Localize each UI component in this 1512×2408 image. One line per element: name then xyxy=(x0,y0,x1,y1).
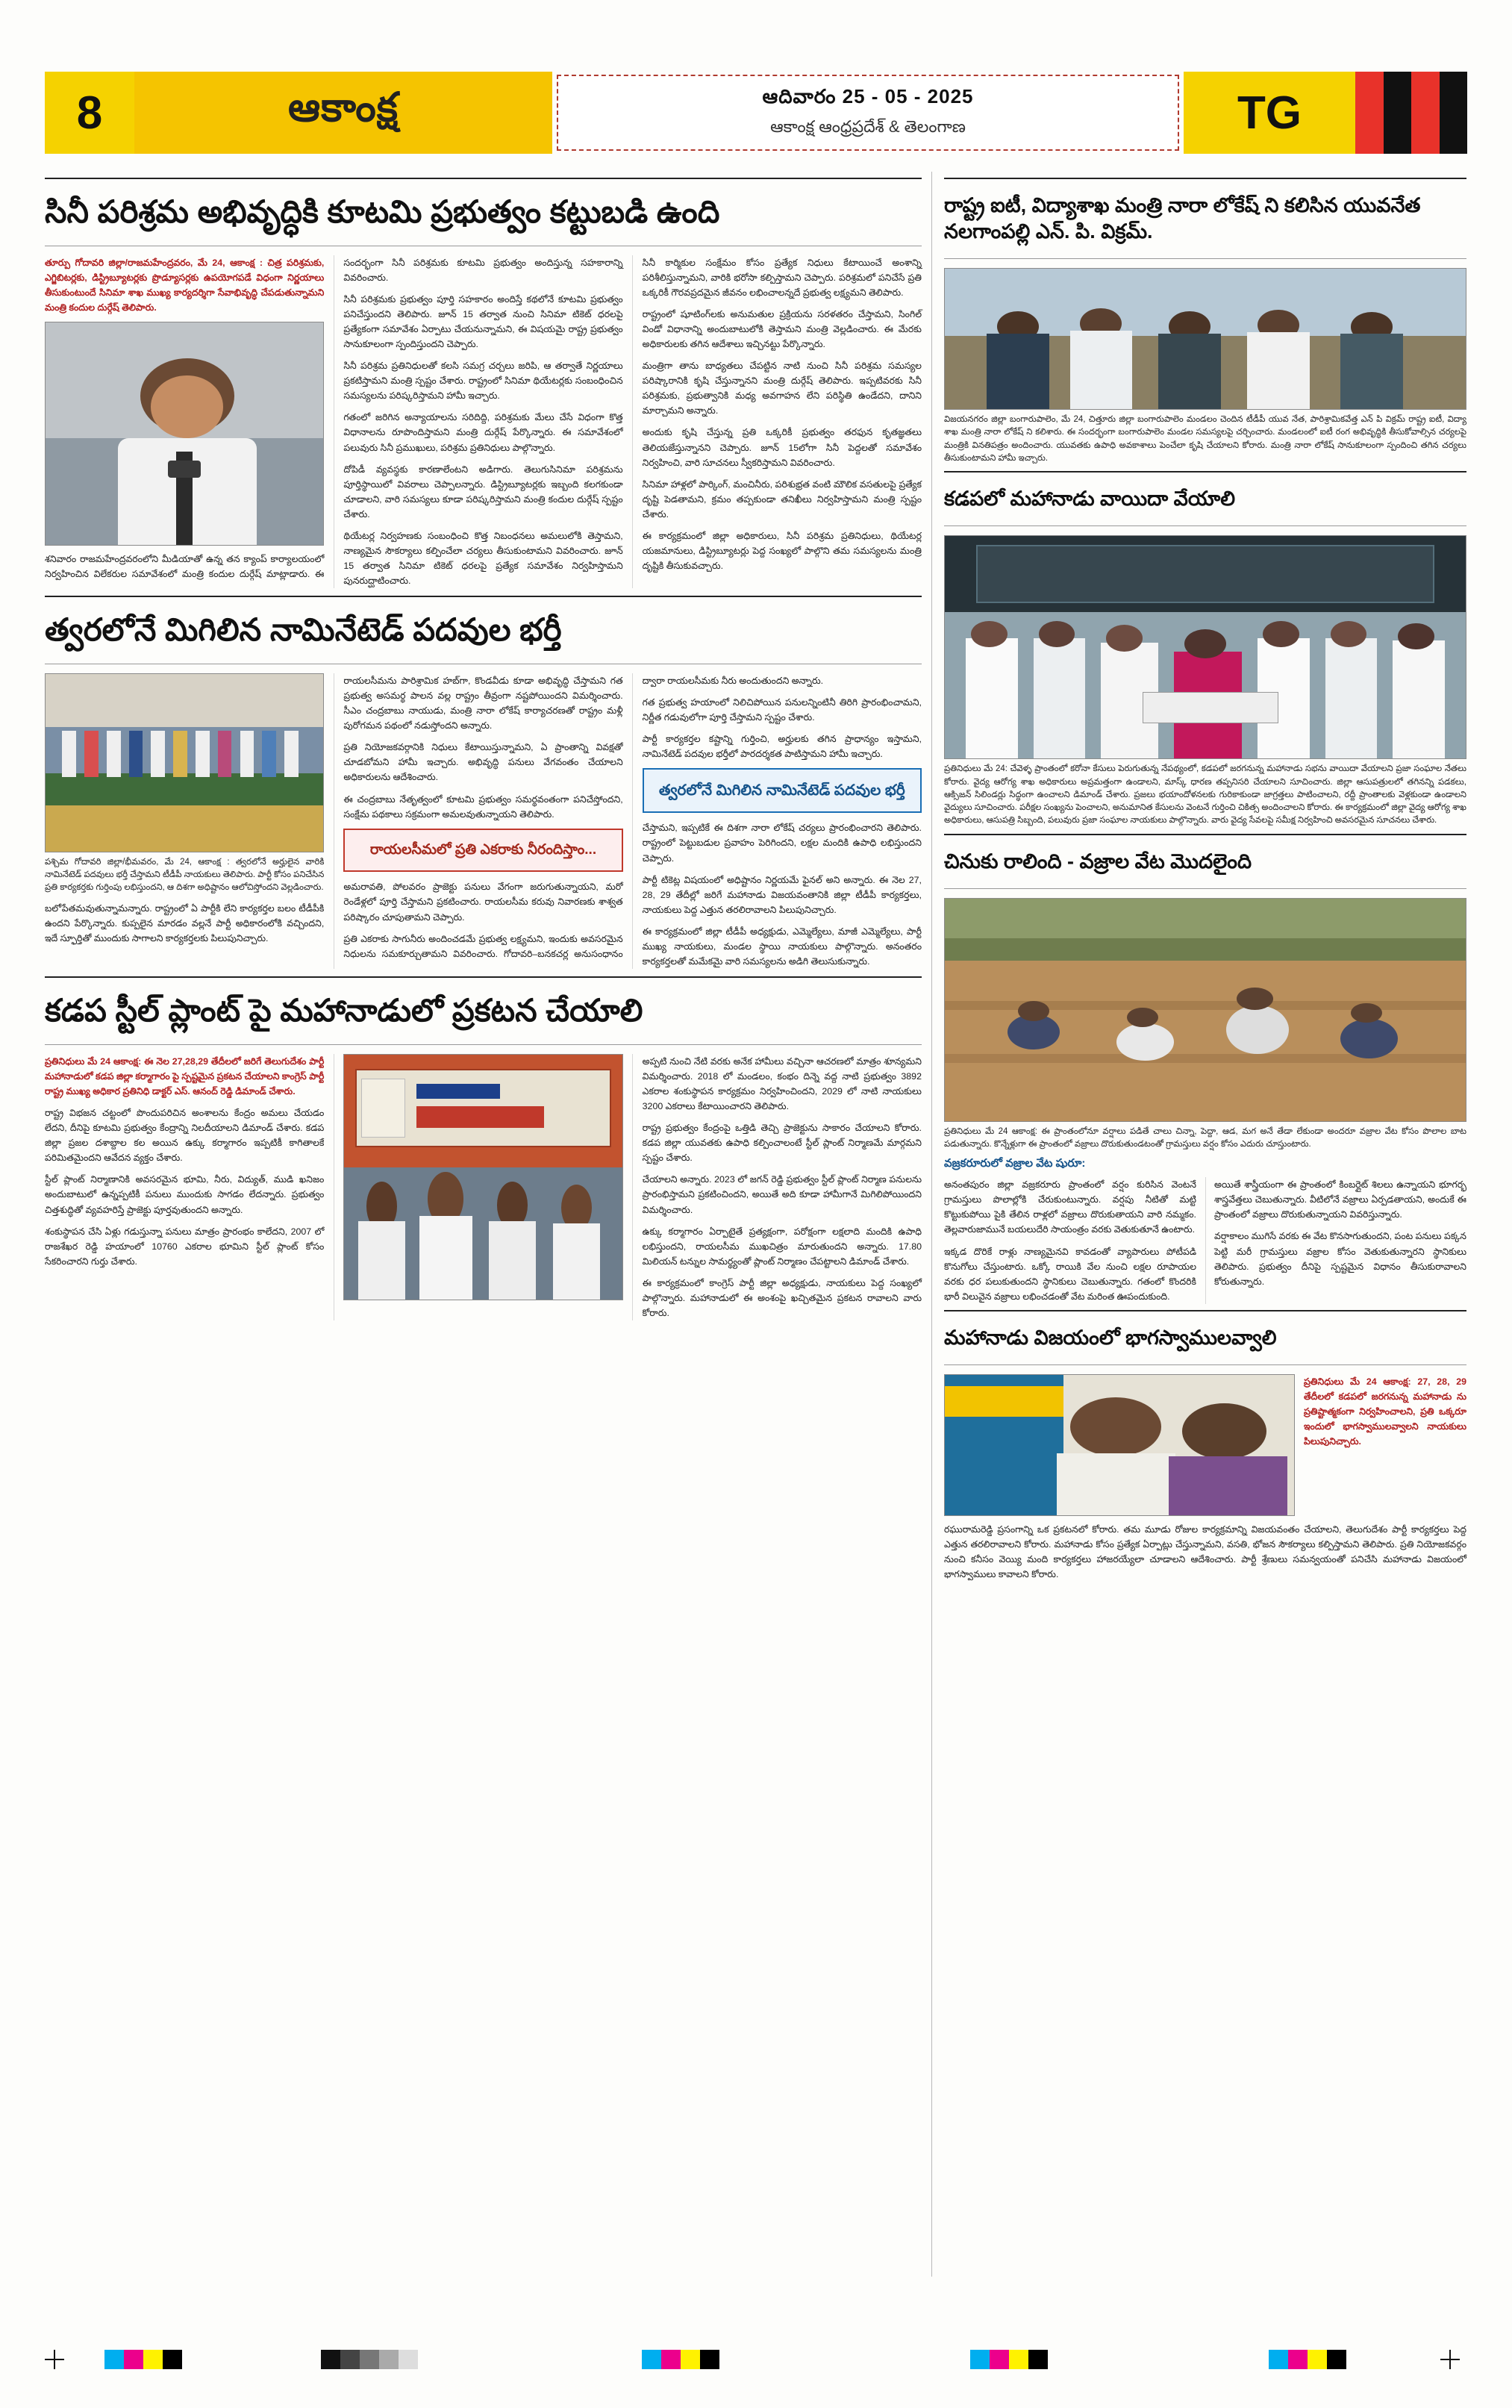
article-para: చేస్తామని, ఇప్పటికే ఈ దిశగా నారా లోకేష్ చర్యలు ప్రారంభించారని తెలిపారు. రాష్ట్రంలో పెట్టుబడుల ప్రవాహం పెరిగిందని, లక్షల మందికి ఉపాధి లభిస్తుందని చెప్పారు. xyxy=(642,823,922,864)
photo-group-outdoor xyxy=(944,268,1466,410)
article-para: సినిమా హాళ్లలో పార్కింగ్, మంచినీరు, పరిశుభ్రత వంటి మౌలిక వసతులపై ప్రత్యేక దృష్టి పెడతామని, క్రమం తప్పకుండా తనిఖీలు నిర్వహిస్తామని మంత్రి స్పష్టం చేశారు. xyxy=(642,478,922,520)
cmyk-swatches-4 xyxy=(1269,2350,1346,2369)
article-headline: చినుకు రాలింది - వజ్రాల వేట మొదలైంది xyxy=(944,849,1252,873)
article-headline: కడపలో మహానాడు వాయిదా వేయాలి xyxy=(944,487,1236,511)
article-para: ఈ చంద్రబాబు నేతృత్వంలో కూటమి ప్రభుత్వం సమర్థవంతంగా పనిచేస్తోందని, సంక్షేమ పథకాలు సక్రమంగా అమలవుతున్నాయని తెలిపారు. xyxy=(343,793,623,820)
article-para: వర్షాకాలం ముగిసే వరకు ఈ వేట కొనసాగుతుందని, పంట పనులు పక్కన పెట్టి మరీ గ్రామస్తులు వజ్రాల కోసం వెతుకుతున్నారని స్థానికులు తెలిపారు. ప్రభుత్వం దీనిపై స్పష్టమైన విధానం తీసుకురావాలని కోరుతున్నారు. xyxy=(1214,1231,1466,1287)
article-photo-figure xyxy=(45,322,324,546)
article-para: రాయలసీమను పారిశ్రామిక హబ్‌గా, కొండవీడు కూడా అభివృద్ధి చేస్తామని గత ప్రభుత్వ అసమర్థ పాలన వల్ల రాష్ట్రం తీవ్రంగా నష్టపోయిందని విమర్శించారు. సీఎం చంద్రబాబు నాయుడు, మంత్రి నారా లోకేష్ కార్యాచరణతో రాష్ట్రం మళ్లీ పురోగమన పథంలో నడుస్తోందని అన్నారు. xyxy=(343,675,623,732)
article-para: ఉక్కు కర్మాగారం ఏర్పాటైతే ప్రత్యక్షంగా, పరోక్షంగా లక్షలాది మందికి ఉపాధి లభిస్తుందని, రాయలసీమ ముఖచిత్రం మారుతుందని అన్నారు. 17.80 మిలియన్ టన్నుల సామర్థ్యంతో ప్లాంట్ నిర్మాణం చేపట్టాలని డిమాండ్ చేశారు. xyxy=(642,1226,922,1267)
pullquote-box-2: త్వరలోనే మిగిలిన నామినేటెడ్ పదవుల భర్తీ xyxy=(643,768,922,813)
article-headline: కడప స్టీల్ ప్లాంట్ పై మహానాడులో ప్రకటన చేయాలి xyxy=(45,993,643,1029)
article-para: పార్టీ టికెట్ల విషయంలో అధిష్టానం నిర్ణయమే ఫైనల్ అని అన్నారు. ఈ నెల 27, 28, 29 తేదీల్లో జరిగే మహానాడు విజయవంతానికి జిల్లా టీడీపీ కార్యకర్తలు, నాయకులు పెద్ద ఎత్తున తరలిరావాలని పిలుపునిచ్చారు. xyxy=(642,874,922,915)
article-para: సినీ పరిశ్రమ ప్రతినిధులతో కలసి సమగ్ర చర్చలు జరిపి, ఆ తర్వాతే నిర్ణయాలు ప్రకటిస్తామని మంత్రి స్పష్టం చేశారు. రాష్ట్రంలో సినిమా థియేటర్లకు సంబంధించిన సమస్యలను పరిష్కరిస్తామని హామీ ఇచ్చారు. xyxy=(343,361,623,402)
article-subheading: వజ్రకరూరులో వజ్రాల వేట షురూ: xyxy=(944,1157,1086,1170)
article-para: సినీ పరిశ్రమకు ప్రభుత్వం పూర్తి సహకారం అందిస్తే కథలోనే కూటమి ప్రభుత్వం పనిచేస్తుందని తెలిపారు. జూన్ 15 తర్వాత నుంచి సినిమా టికెట్ ధరలపై ప్రత్యేకంగా సమావేశం ఏర్పాటు చేయనున్నామని, ఈ విషయమై రాష్ట్ర ప్రభుత్వం సానుకూలంగా స్పందిస్తుందని చెప్పారు. xyxy=(343,293,623,349)
article-nominated-posts xyxy=(45,596,922,969)
print-registration-footer xyxy=(0,2344,1512,2389)
article-mahanadu-participation xyxy=(944,1310,1466,1582)
photo-caption: పశ్చిమ గోదావరి జిల్లా/భీమవరం, మే 24, ఆకాంక్ష : త్వరలోనే అర్హులైన వారికి నామినేటెడ్ పదవులు భర్తీ చేస్తామని టీడీపీ నాయకులు తెలిపారు. పార్టీ కోసం పనిచేసిన ప్రతి కార్యకర్తకు గుర్తింపు లభిస్తుందని, ఆ దిశగా అధిష్టానం ఆలోచిస్తోందని వెల్లడించారు. xyxy=(45,857,325,893)
article-kadapa-steel-plant xyxy=(45,976,922,1320)
photo-villagers-searching-field xyxy=(944,898,1466,1122)
article-photo-figure xyxy=(944,898,1466,1152)
dateline: ప్రతినిధులు మే 24 ఆకాంక్ష: ఈ నెల 27,28,29 తేదీలలో జరిగే తెలుగుదేశం పార్టీ మహానాడులో కడప జిల్లా కర్మాగారం పై స్పష్టమైన ప్రకటన చేయాలని కాంగ్రెస్ పార్టీ రాష్ట్ర ముఖ్య అధికార ప్రతినిధి డాక్టర్ ఎస్. ఆనంద్ రెడ్డి డిమాండ్ చేశారు. xyxy=(45,1055,325,1097)
article-para: బలోపేతమవుతున్నామన్నారు. రాష్ట్రంలో ఏ పార్టీకి లేని కార్యకర్తల బలం టీడీపీకి ఉందని పేర్కొన్నారు. కుప్పలైన మారడం వల్లనే పార్టీ అధికారంలోకి వచ్చిందని, ఇదే స్ఫూర్తితో ముందుకు సాగాలని కార్యకర్తలకు పిలుపునిచ్చారు. xyxy=(45,902,325,943)
photo-two-leaders xyxy=(944,1374,1295,1516)
masthead-color-bars xyxy=(1355,72,1467,154)
article-body xyxy=(1304,1374,1466,1456)
article-para: రాష్ట్ర ప్రభుత్వం కేంద్రంపై ఒత్తిడి తెచ్చి ప్రాజెక్టును సాకారం చేయాలని కోరారు. కడప జిల్లా యువతకు ఉపాధి కల్పించాలంటే స్టీల్ ప్లాంట్ నిర్మాణమే మార్గమని స్పష్టం చేశారు. xyxy=(642,1123,922,1164)
article-body xyxy=(944,1177,1466,1304)
article-para: చేయాలని అన్నారు. 2023 లో జగన్ రెడ్డి ప్రభుత్వం స్టీల్ ప్లాంట్ నిర్మాణ పనులను ప్రారంభిస్తామని ప్రకటించిందని, అయితే అది కూడా హామీగానే మిగిలిపోయిందని విమర్శించారు. xyxy=(642,1174,922,1215)
article-photo-figure xyxy=(343,1054,622,1300)
cmyk-swatches-1 xyxy=(104,2350,182,2369)
article-para: థియేటర్ల నిర్వహణకు సంబంధించి కొత్త నిబంధనలు అమలులోకి తెస్తామని, నాణ్యమైన సౌకర్యాలు కల్పించేలా చర్యలు తీసుకుంటామని వివరించారు. జూన్ 15 తర్వాత సినిమా టికెట్ ధరలపై ప్రత్యేక సమావేశం నిర్వహిస్తామని పునరుద్ఘాటించారు. xyxy=(343,531,623,587)
dateline: ప్రతినిధులు మే 24 ఆకాంక్ష: 27, 28, 29 తేదీలలో కడపలో జరగనున్న మహానాడు ను ప్రతిష్టాత్మకంగా నిర్వహించాలని, ప్రతి ఒక్కరూ ఇందులో భాగస్వాములవ్వాలని నాయకులు పిలుపునిచ్చారు. xyxy=(1304,1376,1466,1447)
article-body-continued xyxy=(944,1522,1466,1582)
edition-code: TG xyxy=(1184,72,1355,154)
article-para: దోపిడీ వ్యవస్థకు కారణాలేంటని అడిగారు. తెలుగుసినిమా పరిశ్రమను పూర్తిస్థాయిలో వివరాలు చెప్పాలన్నారు. డిస్ట్రిబ్యూటర్లకు ఇబ్బంది కలగకుండా చూడాలని, వారి సమస్యలు కూడా పరిష్కరిస్తామని మంత్రి కందుల దుర్గేష్ స్పష్టం చేశారు. xyxy=(343,464,623,520)
article-para: ప్రతి నియోజకవర్గానికి నిధులు కేటాయిస్తున్నామని, ఏ ప్రాంతాన్ని వివక్షతో చూడబోమని హామీ ఇచ్చారు. అభివృద్ధి పనులు వేగవంతం చేయాలని అధికారులను ఆదేశించారు. xyxy=(343,742,623,783)
article-para: ఈ కార్యక్రమంలో కాంగ్రెస్ పార్టీ జిల్లా అధ్యక్షుడు, నాయకులు పెద్ద సంఖ్యలో పాల్గొన్నారు. మహానాడులో ఈ అంశంపై ఖచ్చితమైన ప్రకటన రావాలని వారు కోరారు. xyxy=(642,1277,922,1319)
photo-caption: ప్రతినిధులు మే 24 ఆకాంక్ష: ఈ ప్రాంతంలోనూ వర్షాలు పడితే చాలు చిన్నా, పెద్దా, ఆడ, మగ అనే తేడా లేకుండా అందరూ వజ్రాల వేట కోసం పొలాల బాట పడుతున్నారు. కొన్నేళ్లుగా ఈ ప్రాంతంలో వజ్రాలు దొరుకుతుండటంతో గ్రామస్తులు వర్షం కోసం ఎదురు చూస్తుంటారు. xyxy=(944,1126,1466,1149)
article-headline: సినీ పరిశ్రమ అభివృద్ధికి కూటమి ప్రభుత్వం కట్టుబడి ఉంది xyxy=(45,194,720,229)
article-diamond-hunt xyxy=(944,834,1466,1304)
photo-hospital-staff xyxy=(944,535,1466,759)
grayscale-swatches xyxy=(321,2350,418,2369)
article-body xyxy=(45,255,922,589)
article-cine-industry xyxy=(45,178,922,588)
photo-caption: ప్రతినిధులు మే 24: చేవెళ్ళ ప్రాంతంలో కరోనా కేసులు పెరుగుతున్న నేపథ్యంలో, కడపలో జరగనున్న మహానాడు సభను వాయిదా వేయాలని ప్రజా సంఘాల నేతలు కోరారు. వైద్య ఆరోగ్య శాఖ అధికారులు అప్రమత్తంగా ఉండాలని, మాస్క్ ధారణ తప్పనిసరి చేయాలని సూచించారు. జిల్లా ఆసుపత్రులలో తగినన్ని పడకలు, ఆక్సిజన్ సిలిండర్లు సిద్ధంగా ఉంచాలని డిమాండ్ చేశారు. ప్రజలు భయాందోళనలకు గురికాకుండా జాగ్రత్తలు పాటించాలని, రద్దీ ప్రాంతాలకు వెళ్లకుండా ఉండాలని వైద్యులు సూచించారు. పరీక్షల సంఖ్యను పెంచాలని, అనుమానిత కేసులను వెంటనే గుర్తించి చికిత్స అందించాలని కోరారు. ఈ కార్యక్రమంలో జిల్లా వైద్య ఆరోగ్య శాఖ అధికారులు, ఆసుపత్రి సిబ్బంది, పలువురు ప్రజా సంఘాల నాయకులు పాల్గొన్నారు. వారు వైద్య సేవలపై సమీక్ష నిర్వహించి అవసరమైన సూచనలు చేశారు. xyxy=(944,764,1466,826)
cmyk-swatches-3 xyxy=(970,2350,1048,2369)
page-number: 8 xyxy=(45,72,134,154)
issue-date: ఆదివారం 25 - 05 - 2025 xyxy=(762,85,974,107)
article-body xyxy=(45,673,922,969)
article-headline: మహానాడు విజయంలో భాగస్వాములవ్వాలి xyxy=(944,1326,1277,1349)
edition-name: ఆకాంక్ష ఆంధ్రప్రదేశ్ & తెలంగాణ xyxy=(770,117,966,136)
article-para: పార్టీ కార్యకర్తల కష్టాన్ని గుర్తించి, అర్హులకు తగిన ప్రాధాన్యం ఇస్తామని, నామినేటెడ్ పదవుల భర్తీలో పారదర్శకత పాటిస్తామని హామీ ఇచ్చారు. xyxy=(642,734,922,760)
article-photo-figure xyxy=(45,673,324,895)
article-para: అప్పటి నుంచి నేటి వరకు అనేక హామీలు వచ్చినా ఆచరణలో మాత్రం శూన్యమని విమర్శించారు. 2018 లో మండలం, కంభం దిన్నె వద్ద నాటి ప్రభుత్వం 3892 ఎకరాల శంకుస్థాపన కార్యక్రమం నిర్వహించిందని, 2029 లో నాటి నాయకులు 3200 ఎకరాలు కేటాయించారని తెలిపారు. xyxy=(642,1055,922,1111)
photo-party-meeting-stage xyxy=(45,673,324,852)
photo-press-conference-banner xyxy=(343,1054,622,1300)
photo-minister-press-meet xyxy=(45,322,324,546)
article-headline: రాష్ట్ర ఐటీ, విద్యాశాఖ మంత్రి నారా లోకేష్ ని కలిసిన యువనేత నలగాంపల్లి ఎన్. పి. విక్రమ్. xyxy=(944,194,1421,243)
masthead xyxy=(45,72,1467,154)
article-para: రాష్ట్ర విభజన చట్టంలో పొందుపరిచిన అంశాలను కేంద్రం అమలు చేయడం లేదని, దీనిపై కూటమి ప్రభుత్వం కేంద్రాన్ని నిలదీయాలని డిమాండ్ చేశారు. కడప జిల్లా ప్రజల దశాబ్దాల కల అయిన ఉక్కు కర్మాగారం ఇప్పటికీ కాగితాలకే పరిమితమైందని ఆవేదన వ్యక్తం చేశారు. xyxy=(45,1107,325,1164)
article-para: అనంతపురం జిల్లా వజ్రకరూరు ప్రాంతంలో వర్షం కురిసిన వెంటనే గ్రామస్తులు పొలాల్లోకి చేరుకుంటున్నారు. వర్షపు నీటితో మట్టి కొట్టుకుపోయి పైకి తేలిన రాళ్లలో వజ్రాలు దొరుకుతాయని వారి నమ్మకం. తెల్లవారుజామునే బయలుదేరి సాయంత్రం వరకు వెతుకుతూనే ఉంటారు. xyxy=(944,1179,1196,1235)
article-photo-figure xyxy=(944,268,1466,465)
article-photo-figure xyxy=(944,535,1466,827)
right-column-block xyxy=(944,172,1466,1588)
registration-mark-right xyxy=(1440,2350,1460,2369)
registration-mark-left xyxy=(45,2350,64,2369)
article-para: అందుకు కృషి చేస్తున్న ప్రతి ఒక్కరికీ ప్రభుత్వం తరఫున కృతజ్ఞతలు తెలియజేస్తున్నానని చెప్పారు. జూన్ 15లోగా సినీ పెద్దలతో సమావేశం నిర్వహించి, వారి సూచనలు స్వీకరిస్తామని వివరించారు. xyxy=(642,427,922,468)
article-para: అమరావతి, పోలవరం ప్రాజెక్టు పనులు వేగంగా జరుగుతున్నాయని, మరో రెండేళ్లలో పూర్తి చేస్తామని ప్రకటించారు. రాయలసీమ కరువు నివారణకు శాశ్వత పరిష్కారం చూపుతామని చెప్పారు. xyxy=(343,882,623,923)
article-para: స్టీల్ ప్లాంట్ నిర్మాణానికి అవసరమైన భూమి, నీరు, విద్యుత్, ముడి ఖనిజం అందుబాటులో ఉన్నప్పటికీ పనులు ముందుకు సాగడం లేదన్నారు. ప్రభుత్వం చిత్తశుద్ధితో వ్యవహరిస్తే ప్రాజెక్టు పూర్తవుతుందని అన్నారు. xyxy=(45,1174,325,1215)
article-mahanadu-postpone xyxy=(944,471,1466,827)
article-para: అయితే శాస్త్రీయంగా ఈ ప్రాంతంలో కింబర్లైట్ శిలలు ఉన్నాయని భూగర్భ శాస్త్రవేత్తలు చెబుతున్నారు. వీటిలోనే వజ్రాలు ఏర్పడతాయని, అందుకే ఈ ప్రాంతంలో వజ్రాలు దొరుకుతున్నాయని వివరిస్తున్నారు. xyxy=(1214,1179,1466,1220)
article-para: శంకుస్థాపన చేసి ఏళ్లు గడుస్తున్నా పనులు మాత్రం ప్రారంభం కాలేదని, 2007 లో రాజశేఖర రెడ్డి హయాంలో 10760 ఎకరాల భూమిని స్టీల్ ప్లాంట్ కోసం సేకరించారని గుర్తు చేశారు. xyxy=(45,1226,325,1267)
column-divider xyxy=(931,172,932,2277)
article-para: రఘురామరెడ్డి ప్రసంగాన్ని ఒక ప్రకటనలో కోరారు. తమ మూడు రోజుల కార్యక్రమాన్ని విజయవంతం చేయాలని, తెలుగుదేశం పార్టీ కార్యకర్తలు పెద్ద ఎత్తున తరలిరావాలని కోరారు. మహానాడు కోసం ప్రత్యేక ఏర్పాట్లు చేస్తున్నామని, వసతి, భోజన సౌకర్యాలు కల్పిస్తామని తెలిపారు. ప్రతి నియోజకవర్గం నుంచి కనీసం వెయ్యి మంది కార్యకర్తలు హాజరయ్యేలా చూడాలని ఆదేశించారు. పార్టీ శ్రేణులు సమన్వయంతో పనిచేసి మహానాడు విజయంలో భాగస్వాములు కావాలని కోరారు. xyxy=(944,1523,1466,1580)
article-para: ప్రతి ఎకరాకు సాగునీరు అందించడమే ప్రభుత్వ లక్ష్యమని, ఇందుకు అవసరమైన నిధులను సమకూర్చుతామని వివరించారు. గోదావరి–బనకచర్ల అనుసంధానం ద్వారా రాయలసీమకు నీరు అందుతుందని అన్నారు. xyxy=(343,675,824,959)
article-lokesh-meeting xyxy=(944,178,1466,465)
date-block xyxy=(557,75,1179,151)
article-body xyxy=(45,1054,922,1321)
article-para: ఈ కార్యక్రమంలో జిల్లా టీడీపీ అధ్యక్షుడు, ఎమ్మెల్యేలు, మాజీ ఎమ్మెల్యేలు, పార్టీ ముఖ్య నాయకులు, మండల స్థాయి నాయకులు పాల్గొన్నారు. అనంతరం కార్యకర్తలతో మమేకమై వారి సమస్యలను అడిగి తెలుసుకున్నారు. xyxy=(642,926,922,967)
article-para: ఇక్కడ దొరికే రాళ్లు నాణ్యమైనవి కావడంతో వ్యాపారులు పోటీపడి కొనుగోలు చేస్తుంటారు. ఒక్కో రాయికి వేల నుంచి లక్షల రూపాయల వరకు ధర పలుకుతుందని స్థానికులు చెబుతున్నారు. గతంలో కొందరికి భారీ విలువైన వజ్రాలు లభించడంతో వేట మరింత ఊపందుకుంది. xyxy=(944,1246,1196,1302)
article-para: ఈ కార్యక్రమంలో జిల్లా అధికారులు, సినీ పరిశ్రమ ప్రతినిధులు, థియేటర్ల యజమానులు, డిస్ట్రిబ్యూటర్లు పెద్ద సంఖ్యలో పాల్గొని తమ సమస్యలను మంత్రి దృష్టికి తీసుకువచ్చారు. xyxy=(642,531,922,572)
left-column-block xyxy=(45,172,922,1320)
photo-caption: విజయనగరం జిల్లా బంగారుపాలెం, మే 24, చిత్తూరు జిల్లా బంగారుపాలెం మండలం చెందిన టీడీపీ యువ నేత, పారిశ్రామికవేత్త ఎన్ పి విక్రమ్ రాష్ట్ర ఐటీ, విద్యా శాఖ మంత్రి నారా లోకేష్ ని కలిశారు. ఈ సందర్భంగా బంగారుపాలెం మండల సమస్యలపై చర్చించారు. మండలంలో ఐటీ రంగ అభివృద్ధికి తీసుకోవాల్సిన చర్యలపై మంత్రికి వినతిపత్రం అందించారు. యువతకు ఉపాధి అవకాశాలు పెంచేలా కృషి చేయాలని కోరారు. మంత్రి నారా లోకేష్ సానుకూలంగా స్పందించి తగిన చర్యలు తీసుకుంటామని హామీ ఇచ్చారు. xyxy=(944,415,1466,463)
dateline: తూర్పు గోదావరి జిల్లా/రాజమహేంద్రవరం, మే 24, ఆకాంక్ష : చిత్ర పరిశ్రమకు, ఎగ్జిబిటర్లకు, డిస్ట్రిబ్యూటర్లకు ప్రొడ్యూసర్లకు ఉపయోగపడే విధంగా నిర్ణయాలు తీసుకుంటుందే సినిమా శాఖ ముఖ్య కార్యదర్శిగా సేవాభివృద్ధి చేపడుతున్నామని మంత్రి కందుల దుర్గేష్ తెలిపారు. xyxy=(45,257,325,313)
publication-logo xyxy=(134,72,552,154)
article-para: గతంలో జరిగిన అన్యాయాలను సరిదిద్ది, పరిశ్రమకు మేలు చేసే విధంగా కొత్త విధానాలను రూపొందిస్తామని మంత్రి దుర్గేష్ పేర్కొన్నారు. ఈ సమావేశంలో పలువురు సినీ ప్రముఖులు, పరిశ్రమ ప్రతినిధులు పాల్గొన్నారు. xyxy=(343,412,623,453)
article-para: రాష్ట్రంలో షూటింగ్‌లకు అనుమతుల ప్రక్రియను సరళతరం చేస్తామని, సింగిల్ విండో విధానాన్ని అందుబాటులోకి తెస్తామని మంత్రి వెల్లడించారు. ఈ మేరకు అధికారులకు తగిన ఆదేశాలు ఇచ్చినట్టు పేర్కొన్నారు. xyxy=(642,308,922,349)
page-content xyxy=(45,172,1467,2284)
pullquote-box: రాయలసీమలో ప్రతి ఎకరాకు నీరందిస్తాం... xyxy=(343,829,622,873)
article-headline: త్వరలోనే మిగిలిన నామినేటెడ్ పదవుల భర్తీ xyxy=(45,612,562,648)
publication-logo-text: ఆకాంక్ష xyxy=(288,85,399,130)
cmyk-swatches-2 xyxy=(642,2350,719,2369)
article-para: గత ప్రభుత్వ హయాంలో నిలిచిపోయిన పనులన్నింటినీ తిరిగి ప్రారంభించామని, నిర్ణీత గడువులోగా పూర్తి చేస్తామని స్పష్టం చేశారు. xyxy=(642,696,922,723)
article-para: సినీ కార్మికుల సంక్షేమం కోసం ప్రత్యేక నిధులు కేటాయించే అంశాన్ని పరిశీలిస్తున్నామని, వారికి భరోసా కల్పిస్తామని చెప్పారు. పరిశ్రమలో పనిచేసే ప్రతి ఒక్కరికీ గౌరవప్రదమైన జీవనం లభించాలన్నదే ప్రభుత్వ లక్ష్యమని తెలిపారు. xyxy=(642,257,922,298)
article-para: శనివారం రాజమహేంద్రవరంలోని మీడియాతో ఉన్న తన క్యాంప్ కార్యాలయంలో నిర్వహించిన విలేకరుల సమావేశంలో మంత్రి కందుల దుర్గేష్ మాట్లాడారు. ఈ సందర్భంగా సినీ పరిశ్రమకు కూటమి ప్రభుత్వం అందిస్తున్న సహకారాన్ని వివరించారు. xyxy=(45,257,623,579)
article-para: మంత్రిగా తాను బాధ్యతలు చేపట్టిన నాటి నుంచి సినీ పరిశ్రమ సమస్యల పరిష్కారానికి కృషి చేస్తున్నానని మంత్రి దుర్గేష్ తెలిపారు. ఇప్పటివరకు సినీ పరిశ్రమకు, ప్రభుత్వానికి మధ్య అవగాహన లేని పరిస్థితి ఉండేదని, దానిని మార్చామని అన్నారు. xyxy=(642,361,922,417)
